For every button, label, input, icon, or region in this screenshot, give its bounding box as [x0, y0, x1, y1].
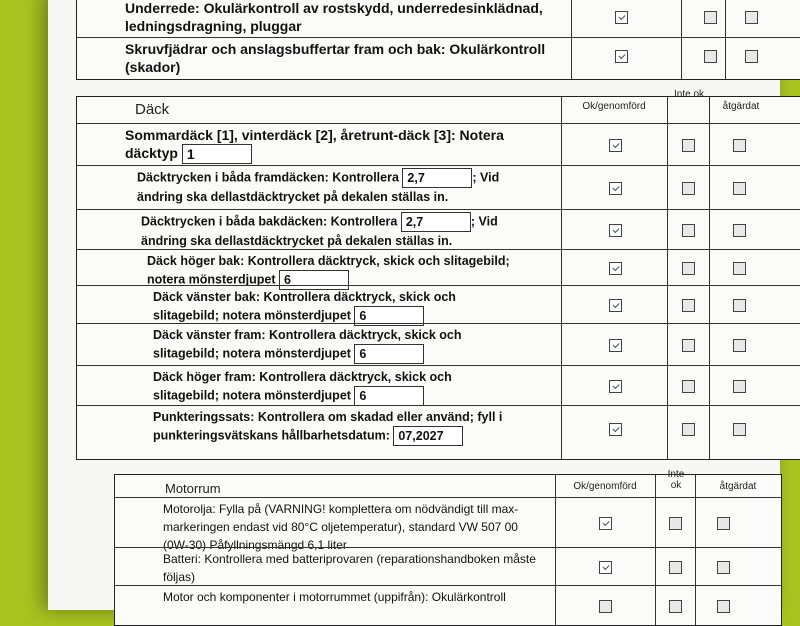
row-text: Däck höger fram: Kontrollera däcktryck, skick och slitagebild; notera mönsterdjupet — [153, 370, 452, 403]
fixed-checkbox[interactable] — [733, 139, 746, 152]
table-row — [77, 249, 800, 286]
row-label — [153, 288, 517, 326]
row-label — [153, 368, 517, 406]
not-ok-checkbox[interactable] — [682, 339, 695, 352]
row-label: Skruvfjädrar och anslagsbuffertar fram och bak: Okulärkontroll (skador) — [125, 41, 546, 75]
row-label: Motorolja: Fylla på (VARNING! komplettera om nödvändigt till max-markeringen endast vid 80°C oljetemperatur), standard VW 507 00 (0W-30) Påfyllningsmängd 6,1 liter — [163, 502, 519, 552]
section-title: Däck — [135, 101, 170, 118]
not-ok-checkbox[interactable] — [704, 50, 717, 63]
row-text-suffix: ; Vid ändring ska dellastdäcktrycket på dekalen ställas in. — [141, 214, 498, 248]
table-row — [77, 123, 800, 166]
row-label — [153, 326, 517, 364]
ok-checkbox[interactable] — [609, 423, 622, 436]
ok-checkbox[interactable] — [609, 339, 622, 352]
row-text: Däck vänster bak: Kontrollera däcktryck, skick och slitagebild; notera mönsterdjupet — [153, 290, 456, 323]
table-row — [77, 209, 800, 250]
not-ok-checkbox[interactable] — [682, 139, 695, 152]
not-ok-checkbox[interactable] — [669, 517, 682, 530]
table-row — [77, 37, 800, 80]
not-ok-checkbox[interactable] — [669, 600, 682, 613]
table-row — [77, 323, 800, 366]
value-field[interactable]: 07,2027 — [393, 426, 463, 446]
fixed-checkbox[interactable] — [733, 380, 746, 393]
ok-checkbox[interactable] — [599, 600, 612, 613]
fixed-checkbox[interactable] — [733, 224, 746, 237]
fixed-checkbox[interactable] — [745, 50, 758, 63]
fixed-checkbox[interactable] — [717, 600, 730, 613]
ok-checkbox[interactable] — [609, 224, 622, 237]
fixed-checkbox[interactable] — [733, 423, 746, 436]
row-text: Däck höger bak: Kontrollera däcktryck, skick och slitagebild; notera mönsterdjupet — [147, 254, 510, 287]
row-text: Sommardäck [1], vinterdäck [2], åretrunt-däck [3]: Notera däcktyp — [125, 127, 504, 161]
value-field[interactable]: 6 — [354, 306, 424, 326]
table-row — [77, 165, 800, 210]
row-text: Däck vänster fram: Kontrollera däcktryck, skick och slitagebild; notera mönsterdjupet — [153, 328, 462, 361]
not-ok-checkbox[interactable] — [669, 561, 682, 574]
ok-checkbox[interactable] — [609, 139, 622, 152]
not-ok-checkbox[interactable] — [682, 262, 695, 275]
underbody-table — [76, 0, 800, 80]
value-field[interactable]: 1 — [182, 144, 252, 164]
row-label — [137, 168, 517, 206]
table-row — [115, 585, 781, 626]
section-title: Motorrum — [165, 481, 221, 496]
fixed-checkbox[interactable] — [733, 299, 746, 312]
fixed-checkbox[interactable] — [717, 561, 730, 574]
not-ok-checkbox[interactable] — [704, 11, 717, 24]
row-label — [125, 126, 517, 164]
ok-checkbox[interactable] — [609, 299, 622, 312]
table-row — [77, 405, 800, 452]
not-ok-checkbox[interactable] — [682, 182, 695, 195]
row-label: Motor och komponenter i motorrummet (uppifrån): Okulärkontroll — [163, 590, 506, 604]
tires-table — [76, 89, 800, 460]
not-ok-checkbox[interactable] — [682, 380, 695, 393]
value-field[interactable]: 6 — [354, 344, 424, 364]
value-field[interactable]: 6 — [354, 386, 424, 406]
row-text: Punkteringssats: Kontrollera om skadad eller använd; fyll i punkteringsvätskans hållbarhetsdatum: — [153, 410, 503, 443]
fixed-checkbox[interactable] — [733, 182, 746, 195]
table-row — [115, 547, 781, 586]
ok-checkbox[interactable] — [615, 50, 628, 63]
inspection-sheet — [48, 0, 780, 610]
table-row — [77, 285, 800, 324]
col-fixed-header: åtgärdat — [719, 481, 757, 492]
not-ok-checkbox[interactable] — [682, 423, 695, 436]
not-ok-checkbox[interactable] — [682, 299, 695, 312]
table-row — [115, 497, 781, 552]
row-label: Batteri: Kontrollera med batteriprovaren (reparationshandboken måste följas) — [163, 552, 536, 584]
ok-checkbox[interactable] — [609, 182, 622, 195]
fixed-checkbox[interactable] — [717, 517, 730, 530]
fixed-checkbox[interactable] — [733, 262, 746, 275]
col-not-ok-header: Inte ok — [673, 89, 705, 100]
row-label — [141, 212, 517, 250]
col-ok-header: Ok/genomförd — [582, 101, 646, 112]
row-label — [153, 408, 517, 446]
ok-checkbox[interactable] — [599, 561, 612, 574]
fixed-checkbox[interactable] — [733, 339, 746, 352]
ok-checkbox[interactable] — [609, 262, 622, 275]
ok-checkbox[interactable] — [615, 11, 628, 24]
value-field[interactable]: 2,7 — [401, 212, 471, 232]
fixed-checkbox[interactable] — [745, 11, 758, 24]
row-text: Däcktrycken i båda framdäcken: Kontrollera — [137, 170, 399, 185]
col-fixed-header: åtgärdat — [722, 101, 760, 112]
row-label: Underrede: Okulärkontroll av rostskydd, underredesinklädnad, ledningsdragning, pluggar — [125, 0, 543, 34]
not-ok-checkbox[interactable] — [682, 224, 695, 237]
row-text: Däcktrycken i båda bakdäcken: Kontrollera — [141, 214, 398, 229]
table-row — [77, 0, 800, 37]
engine-room-table — [114, 469, 782, 626]
col-not-ok-header: Inte ok — [667, 469, 685, 491]
row-text-suffix: ; Vid ändring ska dellastdäcktrycket på dekalen ställas in. — [137, 170, 500, 204]
ok-checkbox[interactable] — [609, 380, 622, 393]
table-row — [77, 365, 800, 406]
value-field[interactable]: 2,7 — [402, 168, 472, 188]
value-field[interactable]: 6 — [279, 270, 349, 290]
ok-checkbox[interactable] — [599, 517, 612, 530]
col-ok-header: Ok/genomförd — [573, 481, 637, 492]
